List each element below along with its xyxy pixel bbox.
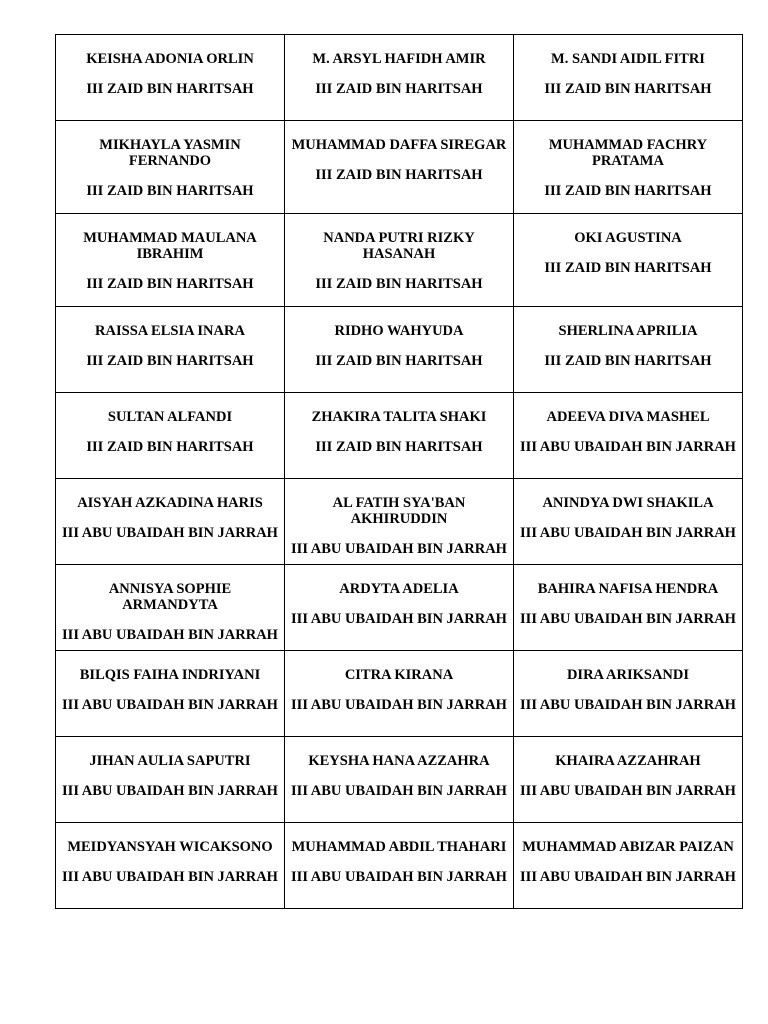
student-name: KEYSHA HANA AZZAHRA — [308, 753, 490, 769]
class-name: III ZAID BIN HARITSAH — [315, 353, 483, 369]
class-name: III ZAID BIN HARITSAH — [86, 353, 254, 369]
class-name: III ABU UBAIDAH BIN JARRAH — [520, 611, 736, 627]
class-name: III ABU UBAIDAH BIN JARRAH — [62, 869, 278, 885]
student-name: RAISSA ELSIA INARA — [95, 323, 245, 339]
student-name: RIDHO WAHYUDA — [334, 323, 464, 339]
student-name: CITRA KIRANA — [344, 667, 454, 683]
label-cell — [285, 651, 514, 737]
class-name: III ABU UBAIDAH BIN JARRAH — [62, 525, 278, 541]
label-grid — [55, 34, 743, 909]
label-cell — [514, 307, 743, 393]
student-name: MUHAMMAD MAULANA IBRAHIM — [83, 230, 257, 262]
student-name: AL FATIH SYA'BAN AKHIRUDDIN — [332, 495, 466, 527]
label-cell — [285, 737, 514, 823]
class-name: III ZAID BIN HARITSAH — [544, 260, 712, 276]
class-name: III ABU UBAIDAH BIN JARRAH — [520, 439, 736, 455]
label-cell — [514, 651, 743, 737]
class-name: III ABU UBAIDAH BIN JARRAH — [291, 783, 507, 799]
label-row — [56, 393, 743, 479]
class-name: III ABU UBAIDAH BIN JARRAH — [520, 697, 736, 713]
student-name: SULTAN ALFANDI — [107, 409, 233, 425]
class-name: III ABU UBAIDAH BIN JARRAH — [291, 541, 507, 557]
class-name: III ABU UBAIDAH BIN JARRAH — [520, 783, 736, 799]
label-cell — [514, 393, 743, 479]
student-name: ADEEVA DIVA MASHEL — [546, 409, 710, 425]
label-cell — [56, 823, 285, 909]
label-cell — [285, 823, 514, 909]
class-name: III ABU UBAIDAH BIN JARRAH — [62, 783, 278, 799]
student-name: NANDA PUTRI RIZKY HASANAH — [323, 230, 475, 262]
student-name: ARDYTA ADELIA — [339, 581, 459, 597]
class-name: III ABU UBAIDAH BIN JARRAH — [520, 525, 736, 541]
student-name: OKI AGUSTINA — [574, 230, 682, 246]
label-cell — [514, 214, 743, 307]
student-name: MIKHAYLA YASMIN FERNANDO — [99, 137, 241, 169]
class-name: III ZAID BIN HARITSAH — [315, 439, 483, 455]
label-row — [56, 214, 743, 307]
student-name: ZHAKIRA TALITA SHAKI — [311, 409, 487, 425]
class-name: III ZAID BIN HARITSAH — [544, 183, 712, 199]
label-cell — [514, 823, 743, 909]
student-name: M. SANDI AIDIL FITRI — [551, 51, 705, 67]
label-cell — [514, 737, 743, 823]
student-name: BILQIS FAIHA INDRIYANI — [79, 667, 261, 683]
student-name: KHAIRA AZZAHRAH — [555, 753, 701, 769]
student-name: JIHAN AULIA SAPUTRI — [89, 753, 251, 769]
label-cell — [56, 737, 285, 823]
student-name: ANNISYA SOPHIE ARMANDYTA — [108, 581, 232, 613]
label-row — [56, 737, 743, 823]
class-name: III ABU UBAIDAH BIN JARRAH — [291, 611, 507, 627]
label-cell — [56, 307, 285, 393]
label-cell — [514, 121, 743, 214]
label-cell — [514, 35, 743, 121]
class-name: III ZAID BIN HARITSAH — [315, 167, 483, 183]
label-row — [56, 565, 743, 651]
label-cell — [285, 121, 514, 214]
label-row — [56, 121, 743, 214]
label-row — [56, 307, 743, 393]
label-row — [56, 479, 743, 565]
class-name: III ABU UBAIDAH BIN JARRAH — [291, 869, 507, 885]
student-name: SHERLINA APRILIA — [558, 323, 698, 339]
class-name: III ZAID BIN HARITSAH — [315, 276, 483, 292]
student-name: DIRA ARIKSANDI — [566, 667, 690, 683]
label-cell — [514, 565, 743, 651]
label-cell — [285, 565, 514, 651]
student-name: M. ARSYL HAFIDH AMIR — [312, 51, 486, 67]
class-name: III ZAID BIN HARITSAH — [86, 276, 254, 292]
label-row — [56, 651, 743, 737]
label-row — [56, 823, 743, 909]
label-cell — [56, 393, 285, 479]
class-name: III ABU UBAIDAH BIN JARRAH — [520, 869, 736, 885]
student-name: MUHAMMAD ABIZAR PAIZAN — [522, 839, 734, 855]
class-name: III ZAID BIN HARITSAH — [86, 183, 254, 199]
label-cell — [285, 393, 514, 479]
class-name: III ZAID BIN HARITSAH — [86, 439, 254, 455]
student-name: ANINDYA DWI SHAKILA — [542, 495, 714, 511]
label-cell — [56, 479, 285, 565]
label-cell — [514, 479, 743, 565]
label-cell — [285, 214, 514, 307]
label-cell — [285, 307, 514, 393]
label-cell — [56, 651, 285, 737]
class-name: III ZAID BIN HARITSAH — [544, 353, 712, 369]
class-name: III ZAID BIN HARITSAH — [86, 81, 254, 97]
student-name: MUHAMMAD DAFFA SIREGAR — [291, 137, 507, 153]
class-name: III ABU UBAIDAH BIN JARRAH — [62, 627, 278, 643]
label-cell — [56, 35, 285, 121]
label-cell — [285, 479, 514, 565]
student-name: BAHIRA NAFISA HENDRA — [537, 581, 719, 597]
student-name: MUHAMMAD FACHRY PRATAMA — [548, 137, 708, 169]
label-cell — [285, 35, 514, 121]
class-name: III ABU UBAIDAH BIN JARRAH — [62, 697, 278, 713]
label-row — [56, 35, 743, 121]
student-name: MUHAMMAD ABDIL THAHARI — [291, 839, 507, 855]
label-cell — [56, 214, 285, 307]
student-name: AISYAH AZKADINA HARIS — [77, 495, 263, 511]
student-name: MEIDYANSYAH WICAKSONO — [67, 839, 273, 855]
class-name: III ZAID BIN HARITSAH — [315, 81, 483, 97]
label-cell — [56, 121, 285, 214]
label-cell — [56, 565, 285, 651]
class-name: III ZAID BIN HARITSAH — [544, 81, 712, 97]
student-name: KEISHA ADONIA ORLIN — [86, 51, 254, 67]
class-name: III ABU UBAIDAH BIN JARRAH — [291, 697, 507, 713]
